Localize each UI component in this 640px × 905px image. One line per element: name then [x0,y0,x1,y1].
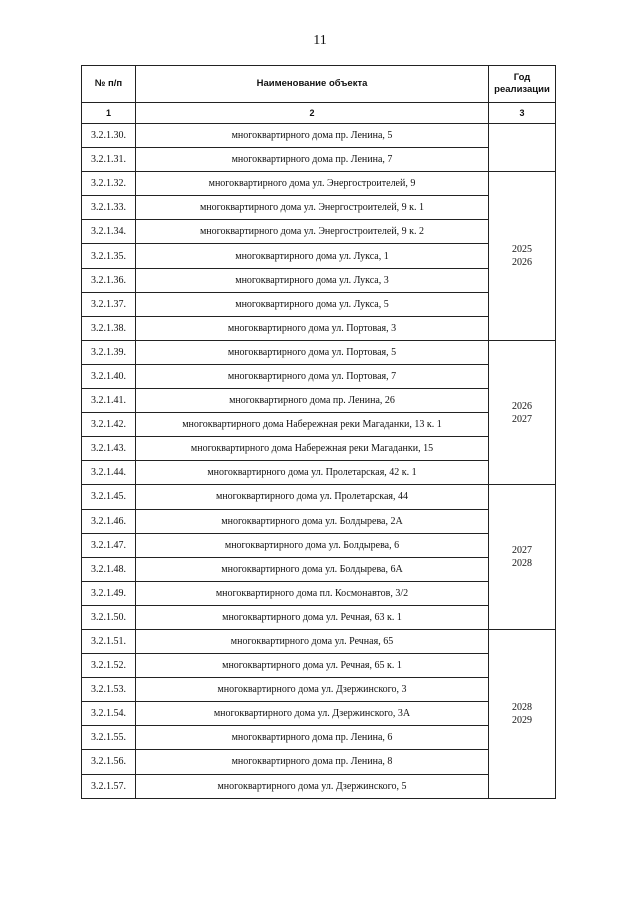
row-number: 3.2.1.47. [82,533,136,557]
row-object-name: многоквартирного дома ул. Энергостроителей, 9 к. 1 [136,196,489,220]
table-row [82,581,556,605]
table-row [82,389,556,413]
row-number: 3.2.1.33. [82,196,136,220]
table-row [82,220,556,244]
table-row [82,461,556,485]
table-row [82,196,556,220]
row-number: 3.2.1.56. [82,750,136,774]
year-end: 2028 [512,558,532,570]
row-number: 3.2.1.34. [82,220,136,244]
year-end: 2029 [512,714,532,726]
year-start: 2028 [512,701,532,713]
row-number: 3.2.1.36. [82,268,136,292]
header-year [489,66,556,103]
row-number: 3.2.1.39. [82,340,136,364]
row-object-name: многоквартирного дома пр. Ленина, 5 [136,124,489,148]
table-row [82,557,556,581]
table-row [82,533,556,557]
table-row [82,678,556,702]
table-row [82,413,556,437]
table-row [82,509,556,533]
row-object-name: многоквартирного дома ул. Энергостроителей, 9 [136,172,489,196]
row-number: 3.2.1.30. [82,124,136,148]
row-number: 3.2.1.51. [82,629,136,653]
row-number: 3.2.1.54. [82,702,136,726]
table-row [82,124,556,148]
row-object-name: многоквартирного дома пл. Космонавтов, 3/2 [136,581,489,605]
row-number: 3.2.1.37. [82,292,136,316]
row-number: 3.2.1.48. [82,557,136,581]
row-object-name: многоквартирного дома ул. Дзержинского, 3А [136,702,489,726]
row-object-name: многоквартирного дома ул. Энергостроителей, 9 к. 2 [136,220,489,244]
page-number: 11 [313,33,327,48]
table-header-row [82,66,556,103]
row-object-name: многоквартирного дома ул. Болдырева, 6 [136,533,489,557]
year-group-cell [489,124,556,172]
table-row [82,654,556,678]
row-number: 3.2.1.41. [82,389,136,413]
row-number: 3.2.1.50. [82,605,136,629]
table-row [82,774,556,798]
header-number: № п/п [82,66,136,103]
row-object-name: многоквартирного дома ул. Дзержинского, 3 [136,678,489,702]
table-row [82,340,556,364]
year-end: 2026 [512,257,532,269]
row-object-name: многоквартирного дома ул. Пролетарская, 42 к. 1 [136,461,489,485]
header-year-line1: Год [513,72,531,83]
column-index-3: 3 [489,103,556,124]
row-object-name: многоквартирного дома Набережная реки Магаданки, 13 к. 1 [136,413,489,437]
row-object-name: многоквартирного дома ул. Речная, 65 [136,629,489,653]
table-row [82,148,556,172]
table-row [82,629,556,653]
year-group-cell [489,629,556,798]
row-number: 3.2.1.32. [82,172,136,196]
year-start: 2026 [512,400,532,412]
row-number: 3.2.1.57. [82,774,136,798]
table-row [82,244,556,268]
row-number: 3.2.1.42. [82,413,136,437]
table-row [82,172,556,196]
table-row [82,437,556,461]
table-row [82,485,556,509]
row-object-name: многоквартирного дома ул. Дзержинского, 5 [136,774,489,798]
table-row [82,268,556,292]
row-object-name: многоквартирного дома пр. Ленина, 6 [136,726,489,750]
row-number: 3.2.1.45. [82,485,136,509]
year-start: 2025 [512,244,532,256]
row-number: 3.2.1.35. [82,244,136,268]
row-object-name: многоквартирного дома пр. Ленина, 7 [136,148,489,172]
row-number: 3.2.1.53. [82,678,136,702]
row-object-name: многоквартирного дома ул. Лукса, 5 [136,292,489,316]
row-number: 3.2.1.49. [82,581,136,605]
row-object-name: многоквартирного дома Набережная реки Магаданки, 15 [136,437,489,461]
table-row [82,750,556,774]
row-object-name: многоквартирного дома ул. Портовая, 5 [136,340,489,364]
row-object-name: многоквартирного дома ул. Лукса, 1 [136,244,489,268]
header-object-name: Наименование объекта [136,66,489,103]
row-number: 3.2.1.38. [82,316,136,340]
row-number: 3.2.1.44. [82,461,136,485]
objects-table [81,65,556,799]
row-object-name: многоквартирного дома ул. Портовая, 3 [136,316,489,340]
row-object-name: многоквартирного дома пр. Ленина, 26 [136,389,489,413]
year-end: 2027 [512,413,532,425]
row-object-name: многоквартирного дома ул. Речная, 65 к. 1 [136,654,489,678]
year-start: 2027 [512,545,532,557]
objects-table-wrapper [81,65,555,799]
row-object-name: многоквартирного дома ул. Болдырева, 6А [136,557,489,581]
header-year-line2: реализации [494,84,550,95]
column-index-1: 1 [82,103,136,124]
row-number: 3.2.1.40. [82,364,136,388]
row-object-name: многоквартирного дома ул. Болдырева, 2А [136,509,489,533]
row-number: 3.2.1.55. [82,726,136,750]
table-row [82,605,556,629]
row-number: 3.2.1.31. [82,148,136,172]
row-number: 3.2.1.46. [82,509,136,533]
year-group-cell [489,340,556,485]
table-row [82,316,556,340]
year-group-cell [489,172,556,341]
row-object-name: многоквартирного дома ул. Портовая, 7 [136,364,489,388]
year-group-cell [489,485,556,630]
table-row [82,364,556,388]
table-row [82,292,556,316]
column-index-row [82,103,556,124]
row-object-name: многоквартирного дома ул. Лукса, 3 [136,268,489,292]
row-number: 3.2.1.43. [82,437,136,461]
row-number: 3.2.1.52. [82,654,136,678]
table-row [82,726,556,750]
row-object-name: многоквартирного дома пр. Ленина, 8 [136,750,489,774]
row-object-name: многоквартирного дома ул. Речная, 63 к. 1 [136,605,489,629]
column-index-2: 2 [136,103,489,124]
row-object-name: многоквартирного дома ул. Пролетарская, 44 [136,485,489,509]
table-row [82,702,556,726]
